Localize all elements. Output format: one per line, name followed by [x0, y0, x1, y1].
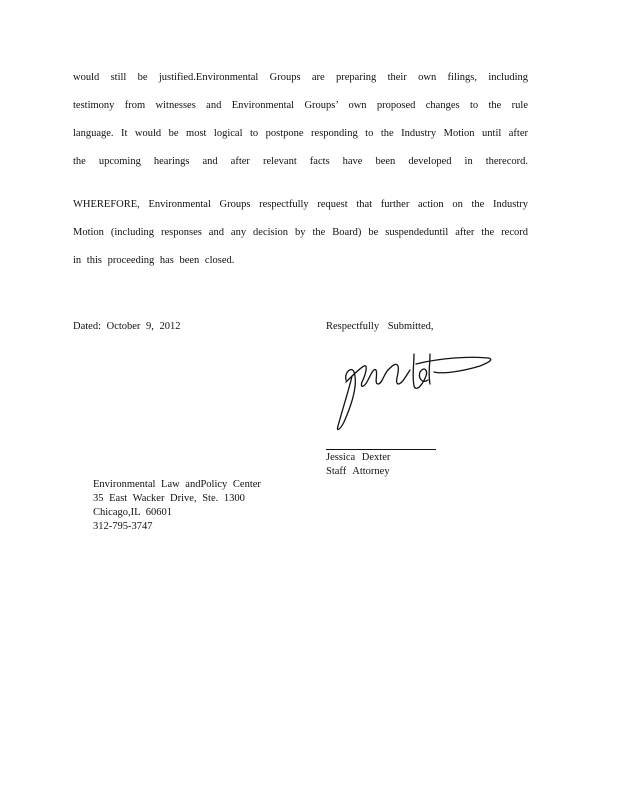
closing-line: Respectfully Submitted, [326, 321, 434, 332]
paragraph-2-line: Motion (including responses and any decision by the Board) be suspendeduntil after the record [73, 227, 528, 238]
address-block [93, 478, 261, 534]
address-city: Chicago,IL 60601 [93, 507, 173, 518]
address-organization: Environmental Law andPolicy Center [93, 479, 261, 490]
body-paragraph-1 [73, 64, 528, 176]
address-phone: 312-795-3747 [93, 521, 153, 532]
paragraph-2-line: in this proceeding has been closed. [73, 255, 235, 266]
handwritten-signature [330, 346, 500, 432]
address-street: 35 East Wacker Drive, Ste. 1300 [93, 493, 245, 504]
signer-name: Jessica Dexter [326, 452, 391, 463]
signer-title: Staff Attorney [326, 466, 390, 477]
paragraph-1-line: language. It would be most logical to postpone responding to the Industry Motion until after [73, 128, 528, 139]
date-line: Dated: October 9, 2012 [73, 321, 181, 332]
signer-block [326, 451, 390, 479]
paragraph-2-line: WHEREFORE, Environmental Groups respectfully request that further action on the Industry [73, 199, 528, 210]
paragraph-1-line: would still be justified.Environmental Groups are preparing their own filings, including [73, 72, 528, 83]
paragraph-1-line: the upcoming hearings and after relevant facts have been developed in therecord. [73, 156, 528, 167]
signature-line [326, 449, 436, 450]
paragraph-1-line: testimony from witnesses and Environmental Groups’ own proposed changes to the rule [73, 100, 528, 111]
body-paragraph-2 [73, 191, 528, 275]
